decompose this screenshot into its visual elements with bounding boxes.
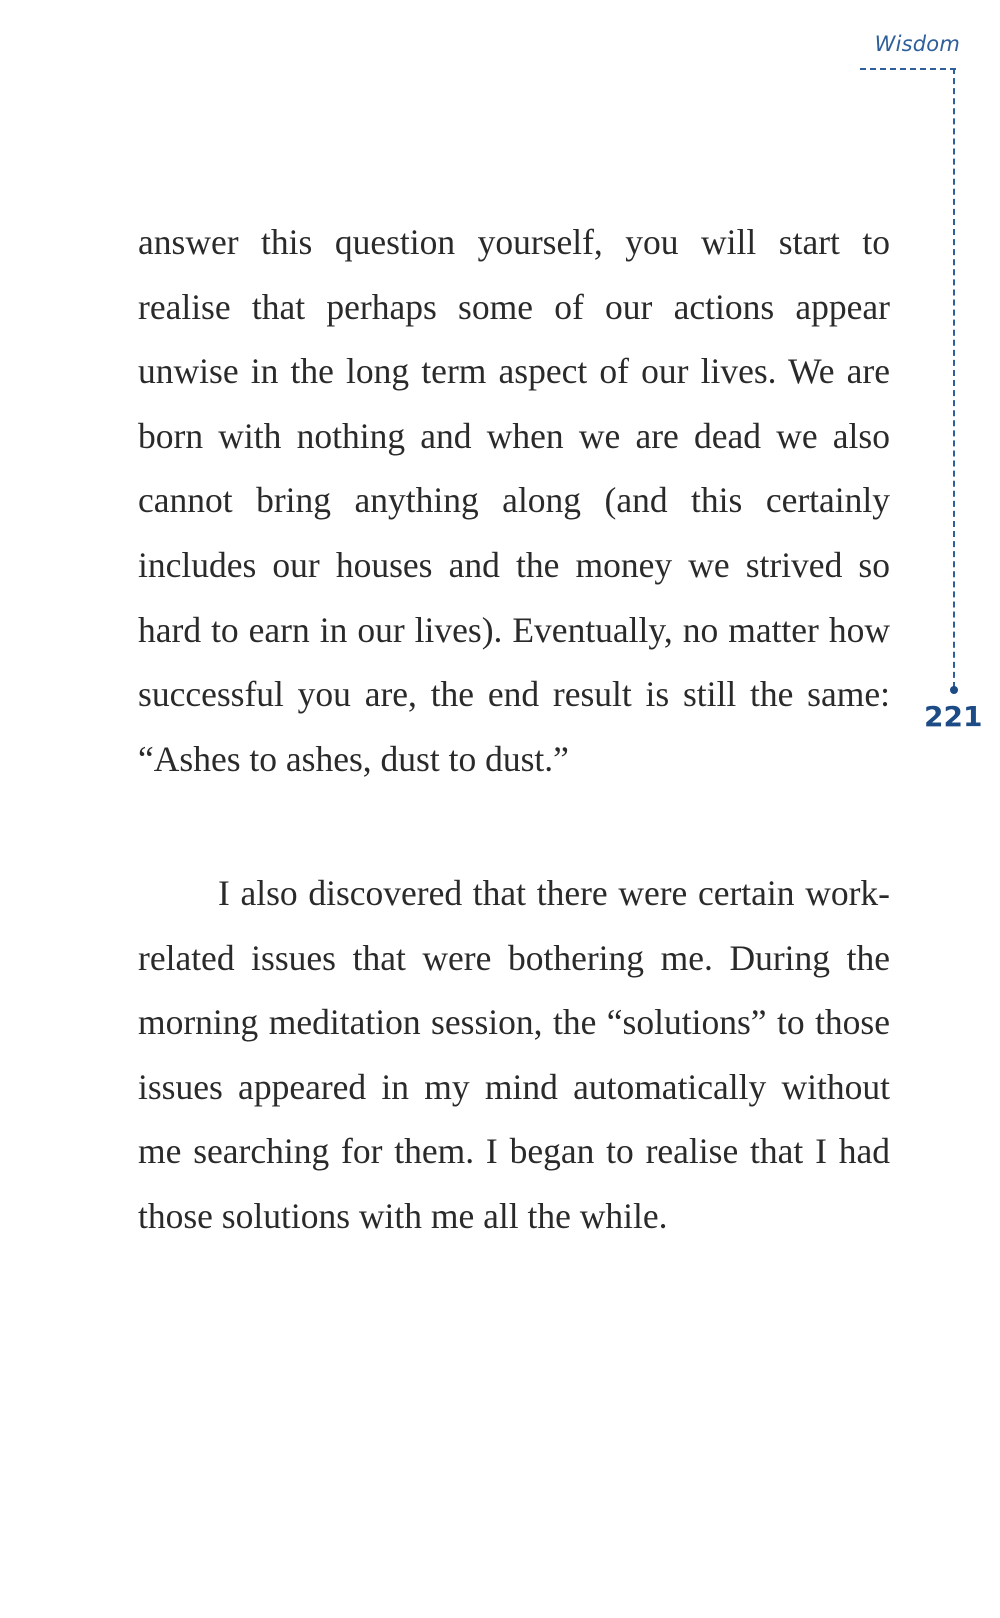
body-paragraph: I also discovered that there were certain work-related issues that were bothering me. During the morning meditation session, the “solutions” to those issues appeared in my mind automatically without me searching for them. I began to realise that I had those solutions with me all the while. bbox=[138, 873, 890, 1236]
running-head-section-title: Wisdom bbox=[874, 32, 960, 56]
page-number: 221 bbox=[924, 700, 983, 733]
body-paragraph: answer this question yourself, you will start to realise that perhaps some of our actions appear unwise in the long term aspect of our lives. We are born with nothing and when we are dead we also cannot bring anything along (and this certainly includes our houses and the money we strived so hard to earn in our lives). Eventually, no matter how successful you are, the end result is still the same: “Ashes to ashes, dust to dust.” bbox=[138, 222, 890, 779]
rule-end-dot bbox=[950, 686, 958, 694]
header-dashed-rule bbox=[860, 68, 956, 70]
margin-dashed-rule bbox=[953, 68, 955, 688]
